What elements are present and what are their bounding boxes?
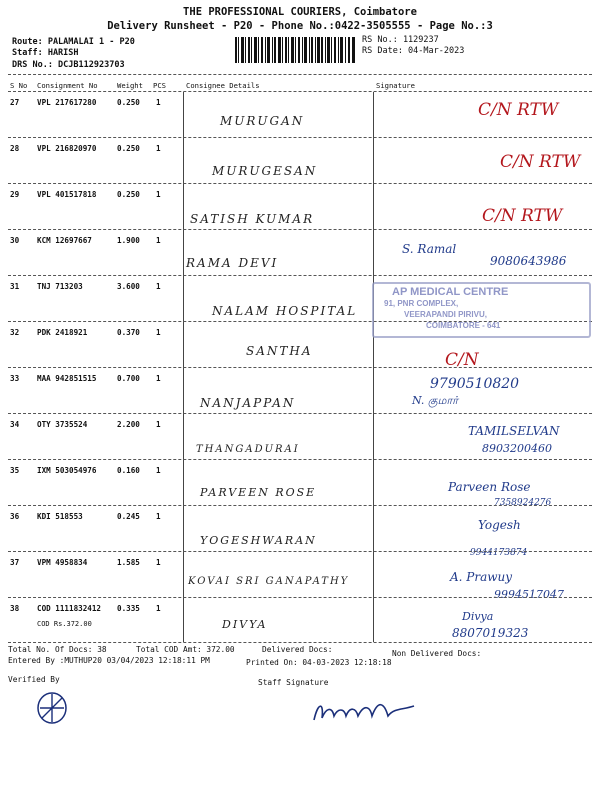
table-row	[0, 92, 600, 134]
stamp-line-1: AP MEDICAL CENTRE	[392, 286, 509, 298]
row-sno: 36	[10, 512, 20, 521]
entered-by: Entered By :MUTHUP20 03/04/2023 12:18:11 PM	[8, 656, 210, 665]
verified-by-label: Verified By	[8, 675, 60, 684]
row-signature: C/N RTW	[482, 206, 563, 226]
row-cod-amount: COD Rs.372.00	[37, 620, 92, 628]
row-weight: 1.900	[117, 236, 140, 245]
row-consignee: MURUGESAN	[212, 164, 318, 178]
table-bottom-rule	[8, 642, 592, 643]
table-row	[0, 230, 600, 272]
row-consignment: VPM 4958834	[37, 558, 88, 567]
col-pcs: PCS	[153, 81, 166, 90]
row-consignment: VPL 217617280	[37, 98, 97, 107]
clinic-stamp	[372, 282, 591, 338]
row-signature: C/N RTW	[500, 152, 581, 172]
total-cod: Total COD Amt: 372.00	[136, 645, 235, 654]
row-consignee: SATISH KUMAR	[190, 212, 315, 226]
table-row	[0, 552, 600, 601]
row-pcs: 1	[156, 236, 161, 245]
delivered-docs: Delivered Docs:	[262, 645, 333, 654]
row-consignee: NALAM HOSPITAL	[212, 304, 358, 318]
col-consignee: Consignee Details	[186, 81, 260, 90]
row-consignee: MURUGAN	[220, 114, 305, 128]
row-phone: 7358924276	[494, 498, 552, 508]
non-delivered-docs: Non Delivered Docs:	[392, 649, 482, 658]
row-consignment: KCM 12697667	[37, 236, 92, 245]
row-consignee: PARVEEN ROSE	[200, 486, 317, 499]
drs-number: DRS No.: DCJB112923703	[12, 60, 125, 70]
row-sno: 38	[10, 604, 20, 613]
row-sno: 34	[10, 420, 20, 429]
row-sno: 29	[10, 190, 20, 199]
row-consignment: VPL 401517818	[37, 190, 97, 199]
rs-number: RS No.: 1129237	[362, 35, 439, 45]
route-label: Route: PALAMALAI 1 - P20	[12, 37, 135, 47]
runsheet-title: THE PROFESSIONAL COURIERS, Coimbatore	[183, 6, 417, 18]
row-consignment: TNJ 713203	[37, 282, 83, 291]
verifier-signature-mark	[32, 688, 76, 728]
col-sno: S No	[10, 81, 28, 90]
staff-signature-mark	[310, 694, 420, 728]
row-consignee: SANTHA	[246, 344, 313, 358]
row-consignment: VPL 216820970	[37, 144, 97, 153]
row-signature: N. குமார்	[412, 394, 458, 407]
row-phone: 9944173874	[470, 548, 528, 558]
runsheet-subtitle: Delivery Runsheet - P20 - Phone No.:0422-3505555 - Page No.:3	[107, 20, 493, 32]
row-sno: 28	[10, 144, 20, 153]
row-weight: 0.245	[117, 512, 140, 521]
rs-date: RS Date: 04-Mar-2023	[362, 46, 465, 56]
row-consignee: THANGADURAI	[196, 444, 300, 455]
row-weight: 3.600	[117, 282, 140, 291]
row-pcs: 1	[156, 190, 161, 199]
row-phone: 9080643986	[490, 254, 567, 268]
barcode-image	[235, 37, 355, 63]
stamp-line-4: COIMBATORE - 641	[426, 321, 501, 330]
row-sno: 31	[10, 282, 20, 291]
row-sno: 37	[10, 558, 20, 567]
row-pcs: 1	[156, 144, 161, 153]
row-pcs: 1	[156, 328, 161, 337]
row-consignment: PDK 2418921	[37, 328, 88, 337]
row-consignee: NANJAPPAN	[200, 396, 296, 410]
row-consignment: MAA 942851515	[37, 374, 97, 383]
row-weight: 0.335	[117, 604, 140, 613]
table-row	[0, 506, 600, 558]
row-consignment: COD 1111832412	[37, 604, 102, 613]
row-signature: S. Ramal	[402, 242, 457, 256]
row-weight: 0.160	[117, 466, 140, 475]
row-pcs: 1	[156, 98, 161, 107]
printed-on: Printed On: 04-03-2023 12:18:18	[246, 658, 392, 667]
row-weight: 0.250	[117, 98, 140, 107]
row-weight: 0.700	[117, 374, 140, 383]
row-sno: 35	[10, 466, 20, 475]
row-consignee: YOGESHWARAN	[200, 534, 317, 547]
row-pcs: 1	[156, 604, 161, 613]
row-weight: 0.250	[117, 190, 140, 199]
table-row	[0, 184, 600, 226]
table-row	[0, 598, 600, 640]
row-signature: C/N	[445, 350, 479, 370]
row-consignment: KDI 518553	[37, 512, 83, 521]
col-consignment: Consignment No	[37, 81, 98, 90]
row-pcs: 1	[156, 282, 161, 291]
row-signature: C/N RTW	[478, 100, 559, 120]
stamp-line-3: VEERAPANDI PIRIVU,	[404, 310, 487, 319]
staff-label: Staff: HARISH	[12, 48, 79, 58]
row-weight: 0.370	[117, 328, 140, 337]
col-weight: Weight	[117, 81, 143, 90]
row-consignment: IXM 503054976	[37, 466, 97, 475]
row-consignment: OTY 3735524	[37, 420, 88, 429]
row-phone: 8903200460	[482, 442, 552, 455]
row-signature: A. Prawuy	[450, 570, 513, 584]
row-phone: 8807019323	[452, 626, 529, 640]
table-top-rule	[8, 74, 592, 75]
row-signature: Divya	[462, 610, 494, 623]
col-signature: Signature	[376, 81, 415, 90]
table-row	[0, 368, 600, 410]
row-sno: 30	[10, 236, 20, 245]
table-row	[0, 138, 600, 180]
row-consignee: RAMA DEVI	[186, 256, 279, 270]
row-pcs: 1	[156, 374, 161, 383]
row-weight: 0.250	[117, 144, 140, 153]
row-weight: 1.585	[117, 558, 140, 567]
row-weight: 2.200	[117, 420, 140, 429]
row-pcs: 1	[156, 558, 161, 567]
stamp-line-2: 91, PNR COMPLEX,	[384, 299, 459, 308]
row-phone: 9994517047	[494, 588, 564, 601]
row-sno: 33	[10, 374, 20, 383]
row-sno: 27	[10, 98, 20, 107]
row-signature: TAMILSELVAN	[468, 424, 560, 438]
staff-signature-label: Staff Signature	[258, 678, 329, 687]
row-pcs: 1	[156, 512, 161, 521]
row-pcs: 1	[156, 466, 161, 475]
table-row	[0, 414, 600, 456]
row-consignee: DIVYA	[222, 618, 268, 631]
row-consignee: KOVAI SRI GANAPATHY	[188, 576, 350, 587]
row-signature: Parveen Rose	[448, 480, 531, 494]
row-sno: 32	[10, 328, 20, 337]
row-signature: Yogesh	[478, 518, 521, 532]
row-phone: 9790510820	[430, 376, 520, 392]
total-docs: Total No. Of Docs: 38	[8, 645, 107, 654]
row-pcs: 1	[156, 420, 161, 429]
table-row	[0, 460, 600, 508]
